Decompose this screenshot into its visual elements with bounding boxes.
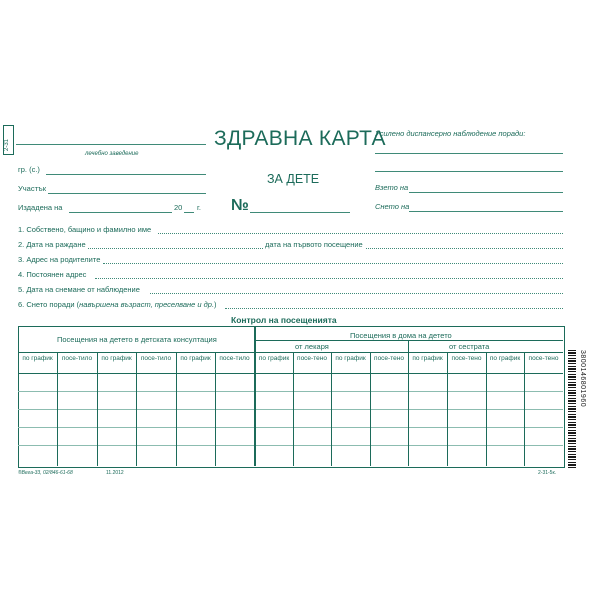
doctor-header: от лекаря [295, 342, 329, 351]
removed-line [409, 211, 563, 212]
left-col-5: по график [180, 355, 211, 362]
left-header: Посещения на детето в детската консултация [57, 335, 217, 344]
year-line [184, 212, 194, 213]
field-birth-label: 2. Дата на раждане [18, 240, 86, 249]
right-col-1: по график [258, 355, 290, 362]
barcode [568, 350, 585, 470]
field-name-line [158, 233, 563, 234]
field-birth-line [88, 248, 263, 249]
left-col-3: по график [101, 355, 132, 362]
right-col-2: посе-тено [297, 355, 327, 362]
right-col-5: по график [412, 355, 443, 362]
dispensary-label: Усилено диспансерно наблюдение поради: [375, 129, 526, 138]
row-line-3 [18, 427, 563, 428]
left-col-divider-3 [136, 352, 137, 466]
field-name-label: 1. Собствено, бащино и фамилно име [18, 225, 152, 234]
column-header-line [18, 373, 563, 374]
barcode-bars [568, 350, 576, 470]
row-line-1 [18, 391, 563, 392]
field-removal-date-line [150, 293, 563, 294]
right-col-8: посе-тено [528, 355, 559, 362]
number-sign: № [231, 197, 249, 214]
publisher-text: ®Вега-33, 02/846-61-68 [18, 470, 73, 476]
field-removal-reason-label: 6. Снето поради (навършена възраст, преселване и др.) [18, 300, 217, 309]
left-col-4: посе-тило [140, 355, 172, 362]
right-col-divider-3 [370, 352, 371, 466]
field-removal-reason-line [225, 308, 563, 309]
row-line-2 [18, 409, 563, 410]
right-col-4: посе-тено [374, 355, 404, 362]
side-code: 2-31 [4, 138, 10, 151]
right-col-divider-4 [447, 352, 448, 466]
institution-label: лечебно заведение [85, 151, 139, 157]
nurse-header: от сестрата [449, 342, 490, 351]
right-col-7: по график [489, 355, 521, 362]
field-parents-address-line [103, 263, 563, 264]
field-address-line [95, 278, 563, 279]
year-prefix: 20 [174, 203, 183, 212]
district-line [48, 193, 206, 194]
card-subtitle: ЗА ДЕТЕ [267, 172, 320, 186]
field-first-visit-label: дата на първото посещение [265, 240, 363, 249]
dispensary-line-1 [375, 153, 563, 154]
health-card-form [3, 121, 565, 484]
side-code-box [3, 125, 14, 155]
left-col-divider-1 [57, 352, 58, 466]
right-col-divider-2 [331, 352, 332, 466]
visits-title: Контрол на посещенията [231, 315, 337, 325]
dispensary-line-2 [375, 171, 563, 172]
city-line [46, 174, 206, 175]
taken-line [409, 192, 563, 193]
field-removal-date-label: 5. Дата на снемане от наблюдение [18, 285, 140, 294]
barcode-digits: 3800146801960 [579, 350, 586, 408]
field-address-label: 4. Постоянен адрес [18, 270, 87, 279]
print-date: 11.2012 [106, 470, 124, 476]
number-line [250, 212, 350, 213]
field-first-visit-line [366, 248, 563, 249]
left-col-divider-4 [176, 352, 177, 466]
left-col-2: посе-тило [61, 355, 93, 362]
right-col-divider-5 [486, 352, 487, 466]
right-col-3: по график [335, 355, 366, 362]
subheader-line [18, 352, 563, 353]
taken-label: Взето на [375, 183, 409, 192]
city-label: гр. (с.) [18, 165, 40, 174]
left-col-1: по график [22, 355, 53, 362]
main-divider [254, 326, 256, 466]
issued-line [69, 212, 172, 213]
left-col-divider-2 [97, 352, 98, 466]
institution-line [16, 144, 206, 145]
issued-label: Издадена на [18, 203, 63, 212]
row-line-4 [18, 445, 563, 446]
field-parents-address-label: 3. Адрес на родителите [18, 255, 101, 264]
card-title: ЗДРАВНА КАРТА [214, 127, 386, 150]
right-header: Посещения в дома на детето [350, 331, 452, 340]
year-suffix: г. [197, 203, 201, 212]
removed-label: Снето на [375, 202, 410, 211]
right-col-6: посе-тено [451, 355, 482, 362]
right-col-divider-6 [524, 352, 525, 466]
district-label: Участък [18, 184, 46, 193]
right-col-divider-1 [293, 352, 294, 466]
left-col-6: посе-тило [219, 355, 250, 362]
form-code: 2-31-5к. [538, 470, 557, 476]
left-col-divider-5 [215, 352, 216, 466]
